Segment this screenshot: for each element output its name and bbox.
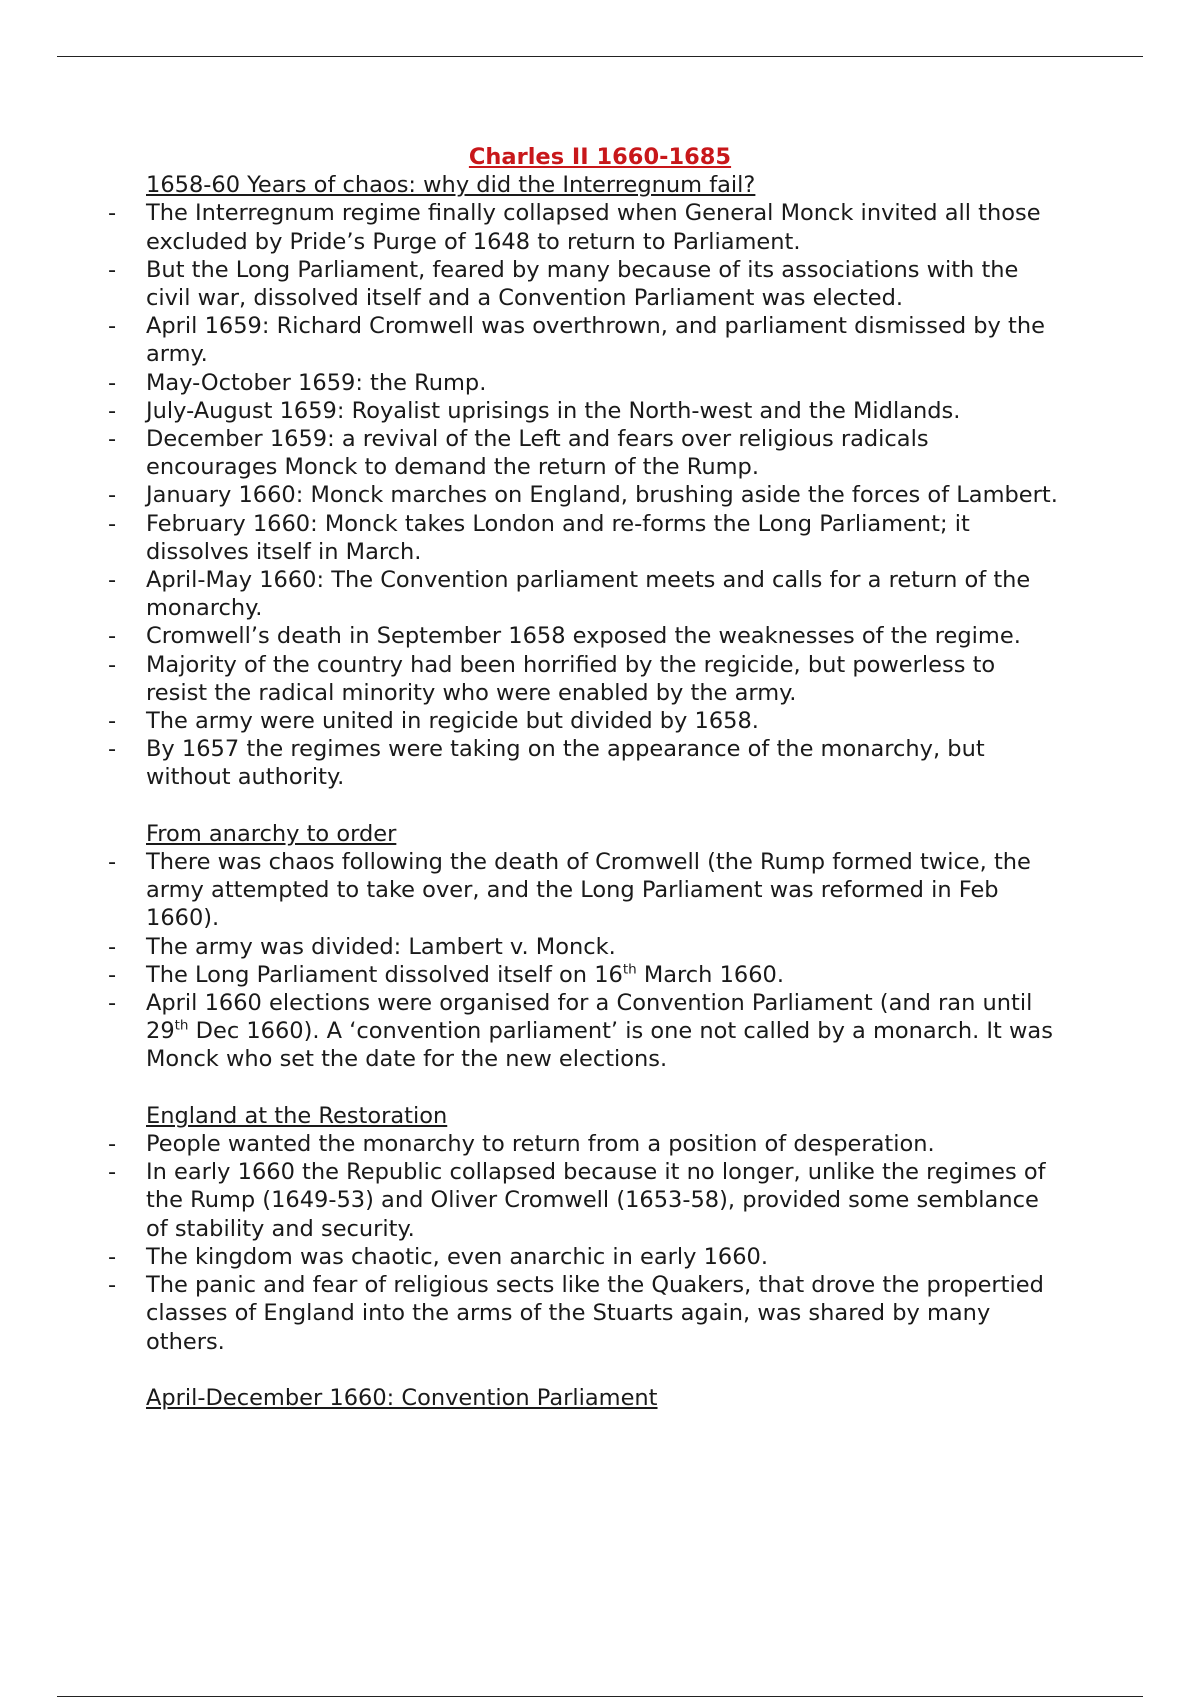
spacer [0,792,1200,820]
list-item: - Majority of the country had been horrified by the regicide, but powerless to resist the radical minority who were enabled by the army. [108,651,996,706]
section-heading-restoration: England at the Restoration [146,1102,448,1129]
section-heading-interregnum: 1658-60 Years of chaos: why did the Interregnum fail? [146,172,756,199]
section-list-restoration [0,1130,1200,1356]
page-title: Charles II 1660-1685 [468,144,732,170]
list-item: - December 1659: a revival of the Left and fears over religious radicals encourages Monck to demand the return of the Rump. [108,426,929,481]
section-list-anarchy [0,848,1200,1074]
spacer [0,1074,1200,1102]
bottom-rule [57,1696,1143,1697]
list-item: - Cromwell’s death in September 1658 exposed the weaknesses of the regime. [108,623,1021,650]
list-item: - The army were united in regicide but divided by 1658. [108,708,759,735]
list-item: - January 1660: Monck marches on England, brushing aside the forces of Lambert. [108,482,1058,509]
list-item: - May-October 1659: the Rump. [108,369,487,396]
list-item: - April 1660 elections were organised for a Convention Parliament (and ran until 29th Dec 1660). A ‘convention parliament’ is one not called by a monarch. It was Monck who set the date for the new elections. [108,990,1053,1073]
top-rule [57,56,1143,57]
list-item: - There was chaos following the death of Cromwell (the Rump formed twice, the army attempted to take over, and the Long Parliament was reformed in Feb 1660). [108,849,1031,932]
list-item: - The army was divided: Lambert v. Monck. [108,933,616,960]
list-item: - In early 1660 the Republic collapsed because it no longer, unlike the regimes of the Rump (1649-53) and Oliver Cromwell (1653-58), provided some semblance of stability and security. [108,1159,1046,1242]
list-item: - April-May 1660: The Convention parliament meets and calls for a return of the monarchy. [108,567,1031,622]
list-item: - The Long Parliament dissolved itself on 16th March 1660. [108,961,785,988]
list-item: - February 1660: Monck takes London and re-forms the Long Parliament; it dissolves itself in March. [108,510,970,565]
list-item: - But the Long Parliament, feared by many because of its associations with the civil war, dissolved itself and a Convention Parliament was elected. [108,256,1019,312]
list-item: - The Interregnum regime finally collapsed when General Monck invited all those excluded by Pride’s Purge of 1648 to return to Parliament. [108,200,1041,255]
spacer [0,1356,1200,1384]
list-item: - April 1659: Richard Cromwell was overthrown, and parliament dismissed by the army. [108,313,1045,368]
document-body [0,143,1200,1412]
list-item: - The panic and fear of religious sects like the Quakers, that drove the propertied classes of England into the arms of the Stuarts again, was shared by many others. [108,1272,1044,1355]
section-heading-convention: April-December 1660: Convention Parliament [146,1384,658,1411]
list-item: - July-August 1659: Royalist uprisings in the North-west and the Midlands. [108,397,961,424]
section-list-interregnum [0,199,1200,791]
section-heading-anarchy: From anarchy to order [146,820,397,847]
list-item: - The kingdom was chaotic, even anarchic in early 1660. [108,1243,769,1270]
list-item: - People wanted the monarchy to return from a position of desperation. [108,1131,935,1158]
list-item: - By 1657 the regimes were taking on the appearance of the monarchy, but without authority. [108,736,985,791]
